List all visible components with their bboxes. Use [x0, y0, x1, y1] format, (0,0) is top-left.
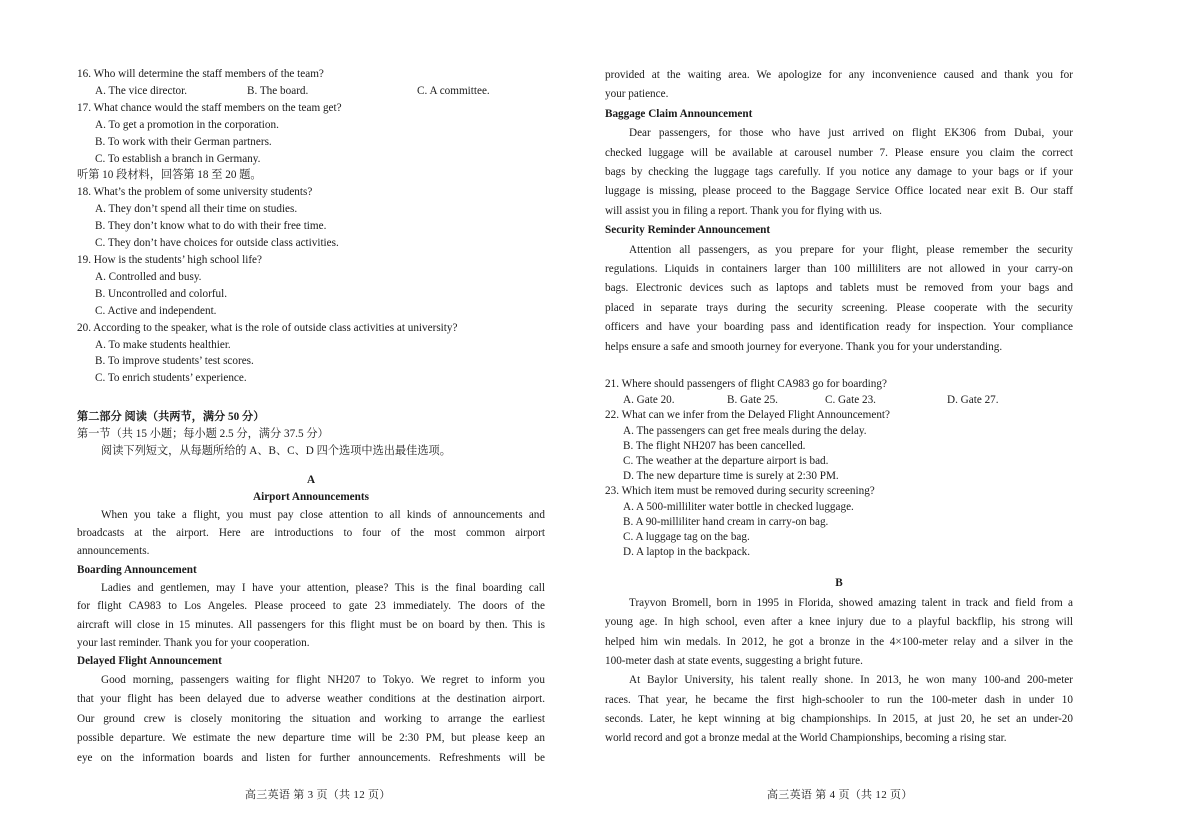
text-line: bags by checking the luggage tags carefully. If you notice any damage to your bags or if your	[605, 165, 1073, 178]
option-c: C. They don’t have choices for outside class activities.	[95, 237, 339, 250]
text-line: possible departure. We estimate the new departure time will be 2:30 PM, but please keep an	[77, 732, 545, 745]
option-a: A. To get a promotion in the corporation.	[95, 118, 279, 131]
question-19	[77, 252, 545, 320]
option-a: A. Controlled and busy.	[95, 270, 202, 283]
option-c: C. A committee.	[417, 84, 490, 97]
text-line: young age. In high school, even after a knee injury due to a playful backflip, his strong will	[605, 616, 1073, 629]
question-stem: 17. What chance would the staff members on the team get?	[77, 101, 342, 114]
option-a: A. The passengers can get free meals during the delay.	[623, 424, 867, 437]
passage-letter: B	[835, 577, 843, 590]
option-b: B. The board.	[247, 84, 309, 97]
option-d: D. Gate 27.	[947, 394, 999, 407]
question-23	[605, 484, 1073, 560]
question-22	[605, 408, 1073, 484]
option-b: B. Gate 25.	[727, 394, 778, 407]
option-b: B. To improve students’ test scores.	[95, 355, 254, 368]
left-page	[77, 66, 545, 769]
paragraph	[605, 671, 1073, 749]
option-a: A. Gate 20.	[623, 394, 675, 407]
text-line: that your flight has been delayed due to adverse weather conditions at the destination airport.	[77, 693, 545, 706]
listening-instruction: 听第 10 段材料，回答第 18 至 20 题。	[77, 169, 262, 182]
reading-directions: 阅读下列短文，从每题所给的 A、B、C、D 四个选项中选出最佳选项。	[101, 445, 451, 458]
question-stem: 16. Who will determine the staff members of the team?	[77, 68, 324, 80]
option-a: A. To make students healthier.	[95, 338, 231, 351]
option-d: D. The new departure time is surely at 2:30 PM.	[623, 470, 839, 483]
text-line: races. That year, he became the first high-schooler to run the 100-meter dash in under 10	[605, 693, 1073, 706]
passage-title: Airport Announcements	[253, 490, 369, 503]
question-stem: 18. What’s the problem of some university students?	[77, 186, 313, 199]
text-line: aircraft will close in 15 minutes. All passengers for this flight must be on board by then. This is	[77, 618, 545, 631]
passage-b	[605, 574, 1073, 749]
option-d: D. A laptop in the backpack.	[623, 546, 751, 559]
question-20	[77, 320, 545, 388]
text-line: When you take a flight, you must pay close attention to all kinds of announcements and	[101, 508, 545, 521]
section-heading: Baggage Claim Announcement	[605, 107, 753, 120]
section-heading: Security Reminder Announcement	[605, 224, 771, 237]
part-two-title: 第二部分 阅读（共两节，满分 50 分）	[77, 411, 265, 424]
text-line: Good morning, passengers waiting for flight NH207 to Tokyo. We regret to inform you	[101, 673, 545, 686]
intro-paragraph	[77, 507, 545, 562]
text-line: announcements.	[77, 545, 150, 558]
passage-a	[77, 472, 545, 769]
delayed-paragraph-continued	[605, 66, 1073, 105]
text-line: Attention all passengers, as you prepare for your flight, please remember the security	[629, 243, 1073, 256]
text-line: Ladies and gentlemen, may I have your attention, please? This is the final boarding call	[101, 582, 545, 595]
question-stem: 23. Which item must be removed during security screening?	[605, 485, 875, 498]
security-paragraph	[605, 241, 1073, 357]
text-line: seconds. Later, he kept winning at big championships. In 2015, at just 20, he set an under-20	[605, 713, 1073, 726]
text-line: provided at the waiting area. We apologize for any inconvenience caused and thank you for	[605, 69, 1073, 81]
option-c: C. To enrich students’ experience.	[95, 372, 247, 385]
option-c: C. A luggage tag on the bag.	[623, 530, 750, 543]
right-page	[605, 66, 1073, 749]
option-b: B. To work with their German partners.	[95, 135, 272, 148]
option-a: A. The vice director.	[95, 84, 188, 97]
option-a: A. They don’t spend all their time on studies.	[95, 203, 298, 216]
text-line: world record and got a bronze medal at the World Championships, becoming a rising star.	[605, 732, 1007, 745]
section-one-title: 第一节（共 15 小题；每小题 2.5 分，满分 37.5 分）	[77, 428, 329, 441]
text-line: Dear passengers, for those who have just arrived on flight EK306 from Dubai, your	[629, 127, 1073, 140]
text-line: broadcasts at the airport. Here are introductions to four of the most common airport	[77, 527, 545, 540]
text-line: Our ground crew is closely monitoring the situation and working to arrange the earliest	[77, 712, 545, 725]
baggage-paragraph	[605, 124, 1073, 221]
section-heading: Boarding Announcement	[77, 563, 197, 576]
option-b: B. A 90-milliliter hand cream in carry-on bag.	[623, 515, 829, 528]
paragraph	[605, 594, 1073, 672]
question-stem: 22. What can we infer from the Delayed Flight Announcement?	[605, 409, 890, 422]
question-18	[77, 184, 545, 252]
option-b: B. They don’t know what to do with their free time.	[95, 220, 327, 233]
text-line: checked luggage will be available at carousel number 7. Please ensure you claim the correct	[605, 146, 1073, 159]
text-line: helps ensure a safe and smooth journey for everyone. Thank you for your understanding.	[605, 340, 1003, 353]
text-line: eye on the information boards and listen for further announcements. Refreshments will be	[77, 751, 545, 764]
question-21	[605, 376, 1073, 408]
text-line: regulations. Liquids in containers larger than 100 milliliters are not allowed in your carry-on	[605, 262, 1073, 275]
option-a: A. A 500-milliliter water bottle in checked luggage.	[623, 500, 854, 513]
text-line: helped him win medals. In 2012, he got a bronze in the 4×100-meter relay and a silver in the	[605, 635, 1073, 648]
option-c: C. Active and independent.	[95, 304, 217, 317]
question-17	[77, 100, 545, 168]
text-line: your last reminder. Thank you for your cooperation.	[77, 636, 310, 649]
text-line: bags. Electronic devices such as laptops and tablets must be removed from your bags and	[605, 282, 1073, 295]
option-c: C. To establish a branch in Germany.	[95, 152, 261, 165]
text-line: At Baylor University, his talent really shone. In 2013, he won many 100-and 200-meter	[629, 674, 1073, 687]
page-footer-right: 高三英语 第 4 页（共 12 页）	[767, 789, 913, 801]
section-heading: Delayed Flight Announcement	[77, 655, 222, 668]
text-line: placed in separate trays during the security screening. Please cooperate with the security	[605, 301, 1073, 314]
text-line: Trayvon Bromell, born in 1995 in Florida, showed amazing talent in track and field from a	[629, 596, 1073, 609]
question-stem: 21. Where should passengers of flight CA983 go for boarding?	[605, 377, 887, 390]
boarding-paragraph	[77, 580, 545, 653]
text-line: officers and have your boarding pass and identification ready for inspection. Your compliance	[605, 321, 1073, 334]
delayed-paragraph	[77, 672, 545, 770]
question-16	[77, 66, 545, 100]
question-stem: 20. According to the speaker, what is the role of outside class activities at university?	[77, 321, 458, 334]
text-line: will assist you in filing a report. Thank you for flying with us.	[605, 204, 882, 217]
text-line: your patience.	[605, 88, 669, 101]
text-line: for flight CA983 to Los Angeles. Please proceed to gate 23 immediately. The doors of the	[77, 600, 545, 613]
page-footer-left: 高三英语 第 3 页（共 12 页）	[245, 789, 391, 801]
option-b: B. The flight NH207 has been cancelled.	[623, 439, 806, 452]
question-stem: 19. How is the students’ high school life?	[77, 253, 262, 266]
options-row	[605, 392, 1073, 408]
text-line: 100-meter dash at state events, suggesting a bright future.	[605, 654, 863, 667]
option-b: B. Uncontrolled and colorful.	[95, 287, 228, 300]
options-row	[77, 83, 545, 100]
text-line: luggage is missing, please proceed to the Baggage Service Office located near exit B. Our staff	[605, 185, 1073, 198]
passage-letter: A	[306, 473, 316, 486]
option-c: C. The weather at the departure airport is bad.	[623, 454, 829, 467]
option-c: C. Gate 23.	[825, 394, 876, 407]
